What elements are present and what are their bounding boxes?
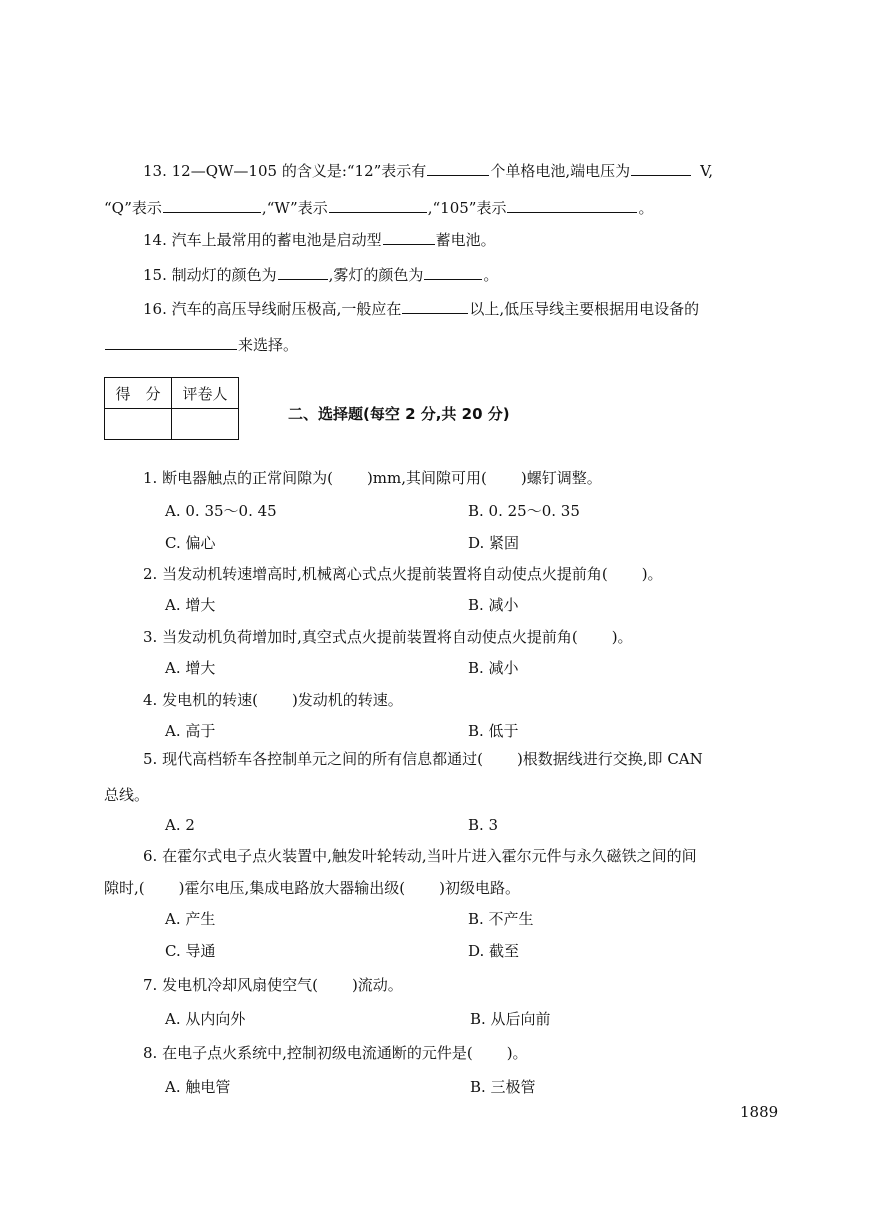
- q3-stem-a: 3. 当发动机负荷增加时,真空式点火提前装置将自动使点火提前角(: [143, 628, 578, 646]
- q1-option-d: D. 紧固: [468, 534, 520, 552]
- question-14: [143, 230, 496, 250]
- q1-option-a: A. 0. 35～0. 45: [165, 502, 277, 520]
- q15-text-3: 。: [483, 266, 499, 284]
- question-13-line2: [104, 198, 654, 218]
- q4-option-b: B. 低于: [468, 722, 519, 740]
- q13-blank-3: [163, 198, 261, 213]
- section-title: 二、选择题(每空 2 分,共 20 分): [288, 405, 510, 423]
- choice-q5-stem-cont: 总线。: [104, 786, 150, 804]
- q6-stem-d: )初级电路。: [439, 879, 520, 897]
- q8-stem-b: )。: [506, 1044, 528, 1062]
- question-13-line1: [143, 161, 713, 181]
- q3-option-b: B. 减小: [468, 659, 519, 677]
- q4-stem-b: )发动机的转速。: [291, 691, 403, 709]
- question-16-line2: [104, 335, 298, 355]
- q1-option-b: B. 0. 25～0. 35: [468, 502, 580, 520]
- q15-text-2: ,雾灯的颜色为: [328, 266, 424, 284]
- q2-option-b: B. 减小: [468, 596, 519, 614]
- grader-header: 评卷人: [172, 378, 239, 409]
- choice-q8-stem: [143, 1043, 528, 1063]
- q13-text-3: V,: [700, 162, 714, 180]
- choice-q5-stem: [143, 749, 703, 769]
- question-15: [143, 265, 498, 285]
- q5-option-b: B. 3: [468, 816, 499, 834]
- q6-option-b: B. 不产生: [468, 910, 534, 928]
- q13-text-2: 个单格电池,端电压为: [490, 162, 631, 180]
- q13-text-5: ,“W”表示: [261, 199, 328, 217]
- q7-option-b: B. 从后向前: [470, 1010, 551, 1028]
- q14-blank-1: [383, 230, 435, 245]
- choice-q7-stem: [143, 975, 403, 995]
- choice-q1-stem: [143, 468, 602, 488]
- q2-stem-a: 2. 当发动机转速增高时,机械离心式点火提前装置将自动使点火提前角(: [143, 565, 608, 583]
- q15-text-1: 15. 制动灯的颜色为: [143, 266, 277, 284]
- q16-blank-2: [105, 335, 237, 350]
- q13-blank-4: [329, 198, 427, 213]
- score-cell[interactable]: [105, 409, 172, 440]
- q6-stem-c: )霍尔电压,集成电路放大器输出级(: [178, 879, 406, 897]
- q8-option-b: B. 三极管: [470, 1078, 536, 1096]
- q3-option-a: A. 增大: [165, 659, 216, 677]
- q16-text-1: 16. 汽车的高压导线耐压极高,一般应在: [143, 300, 402, 318]
- q1-option-c: C. 偏心: [165, 534, 216, 552]
- choice-q3-stem: [143, 627, 633, 647]
- q7-stem-a: 7. 发电机冷却风扇使空气(: [143, 976, 318, 994]
- q2-stem-b: )。: [641, 565, 663, 583]
- q1-stem-a: 1. 断电器触点的正常间隙为(: [143, 469, 333, 487]
- q1-stem-b: )mm,其间隙可用(: [366, 469, 487, 487]
- choice-q4-stem: [143, 690, 403, 710]
- q16-text-3: 来选择。: [238, 336, 299, 354]
- q13-blank-1: [427, 161, 489, 176]
- q5-option-a: A. 2: [165, 816, 195, 834]
- q2-option-a: A. 增大: [165, 596, 216, 614]
- q13-blank-2: [631, 161, 691, 176]
- q14-text-2: 蓄电池。: [435, 231, 496, 249]
- q5-stem-a: 5. 现代高档轿车各控制单元之间的所有信息都通过(: [143, 750, 483, 768]
- score-header: 得 分: [105, 378, 172, 409]
- q5-stem-b: )根数据线进行交换,即 CAN: [516, 750, 703, 768]
- q13-text-1: 13. 12—QW—105 的含义是:“12”表示有: [143, 162, 427, 180]
- q14-text-1: 14. 汽车上最常用的蓄电池是启动型: [143, 231, 382, 249]
- q16-text-2: 以上,低压导线主要根据用电设备的: [469, 300, 700, 318]
- q7-option-a: A. 从内向外: [165, 1010, 246, 1028]
- q13-text-7: 。: [638, 199, 654, 217]
- q6-option-a: A. 产生: [165, 910, 216, 928]
- q3-stem-b: )。: [611, 628, 633, 646]
- q8-option-a: A. 触电管: [165, 1078, 231, 1096]
- score-table: [104, 377, 239, 440]
- q6-option-d: D. 截至: [468, 942, 520, 960]
- q6-option-c: C. 导通: [165, 942, 216, 960]
- q6-stem-b: 隙时,(: [104, 879, 145, 897]
- q16-blank-1: [402, 299, 468, 314]
- choice-q6-stem-cont: [104, 878, 520, 898]
- page-number: 1889: [740, 1103, 779, 1121]
- q7-stem-b: )流动。: [351, 976, 403, 994]
- q15-blank-2: [424, 265, 482, 280]
- q15-blank-1: [278, 265, 328, 280]
- q4-option-a: A. 高于: [165, 722, 216, 740]
- q1-stem-c: )螺钉调整。: [520, 469, 602, 487]
- q4-stem-a: 4. 发电机的转速(: [143, 691, 258, 709]
- grader-cell[interactable]: [172, 409, 239, 440]
- q13-text-4: “Q”表示: [104, 199, 162, 217]
- choice-q2-stem: [143, 564, 663, 584]
- q13-text-6: ,“105”表示: [427, 199, 507, 217]
- question-16-line1: [143, 299, 699, 319]
- q13-blank-5: [507, 198, 637, 213]
- q8-stem-a: 8. 在电子点火系统中,控制初级电流通断的元件是(: [143, 1044, 473, 1062]
- choice-q6-stem: 6. 在霍尔式电子点火装置中,触发叶轮转动,当叶片进入霍尔元件与永久磁铁之间的间: [143, 847, 697, 865]
